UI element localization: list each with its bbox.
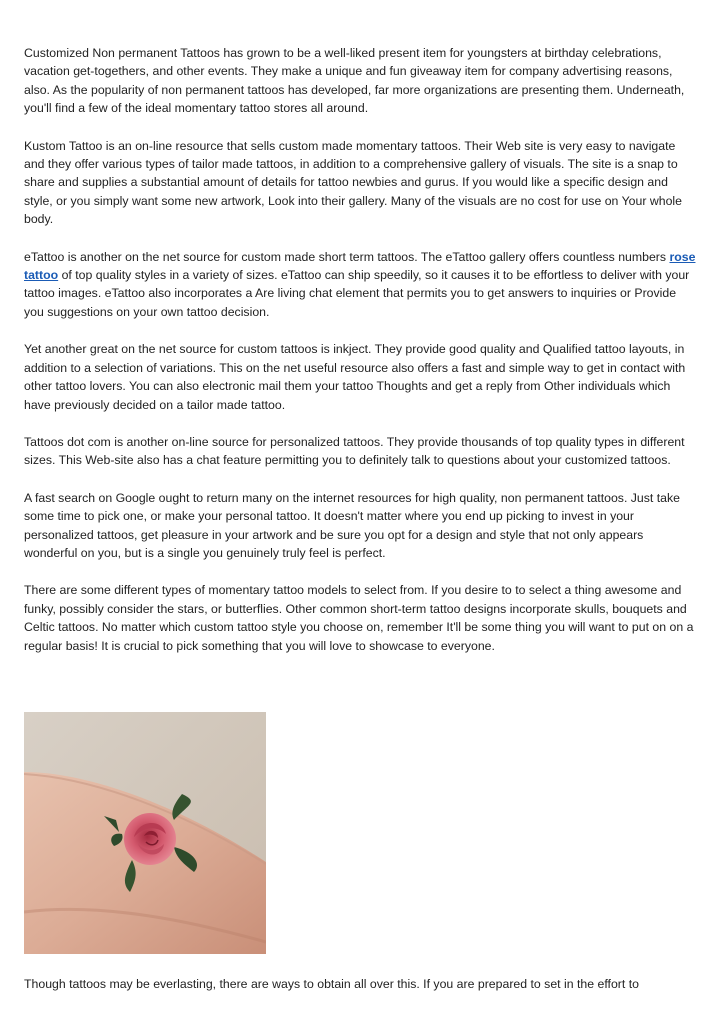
paragraph-6: A fast search on Google ought to return many on the internet resources for high quality, non permanent tattoos. Just take some time to pick one, or make your personal tattoo. It doesn't matter where you end up picking to invest in your personalized tattoos, get pleasure in your artwork and be sure you opt for a design and style that not only appears wonderful on you, but is a single you genuinely truly feel is perfect.	[24, 490, 680, 560]
paragraph-3-after: of top quality styles in a variety of sizes. eTattoo can ship speedily, so it causes it to be effortless to deliver with your tattoo images. eTattoo also incorporates a Are living chat element that permits you to get answers to inquiries or Provide you suggestions on your own tattoo decision.	[24, 268, 690, 319]
final-line: Though tattoos may be everlasting, there are ways to obtain all over this. If you are prepared to set in the effort to	[24, 977, 639, 991]
paragraph-4: Yet another great on the net source for custom tattoos is inkject. They provide good quality and Qualified tattoo layouts, in addition to a selection of variations. This on the net useful resource also offers a fast and simple way to get in contact with other tattoo lovers. You can also electronic mail them your tattoo Thoughts and get a reply from Other individuals which have previously decided on a tailor made tattoo.	[24, 342, 686, 412]
paragraph-3	[24, 248, 696, 322]
paragraph-1: Customized Non permanent Tattoos has grown to be a well-liked present item for youngsters at birthday celebrations, vacation get-togethers, and other events. They make a unique and fun giveaway item for company advertising reasons, also. As the popularity of non permanent tattoos has developed, far more organizations are presenting them. Underneath, you'll find a few of the ideal momentary tattoo stores all around.	[24, 46, 685, 116]
paragraph-2: Kustom Tattoo is an on-line resource that sells custom made momentary tattoos. Their Web site is very easy to navigate and they offer various types of tailor made tattoos, in addition to a comprehensive gallery of visuals. The site is a snap to share and supplies a substantial amount of details for tattoo newbies and gurus. If you would like a specific design and style, or you simply want some new artwork, Look into their gallery. Many of the visuals are no cost for use on Your whole body.	[24, 138, 682, 227]
rose-tattoo-link[interactable]: rose tattoo	[24, 249, 696, 283]
rose-tattoo-photo	[24, 712, 266, 954]
paragraph-5: Tattoos dot com is another on-line source for personalized tattoos. They provide thousands of top quality types in different sizes. This Web-site also has a chat feature permitting you to definitely talk to questions about your customized tattoos.	[24, 434, 685, 468]
paragraph-3-before: eTattoo is another on the net source for custom made short term tattoos. The eTattoo gallery offers countless numbers	[24, 249, 670, 264]
article-body	[24, 44, 696, 674]
paragraph-7: There are some different types of momentary tattoo models to select from. If you desire to to select a thing awesome and funky, possibly consider the stars, or butterflies. Other common short-term tattoo designs incorporate skulls, bouquets and Celtic tattoos. No matter which custom tattoo style you choose on, remember It'll be some thing you will want to put on on a regular basis! It is crucial to pick something that you will love to showcase to everyone.	[24, 583, 694, 653]
